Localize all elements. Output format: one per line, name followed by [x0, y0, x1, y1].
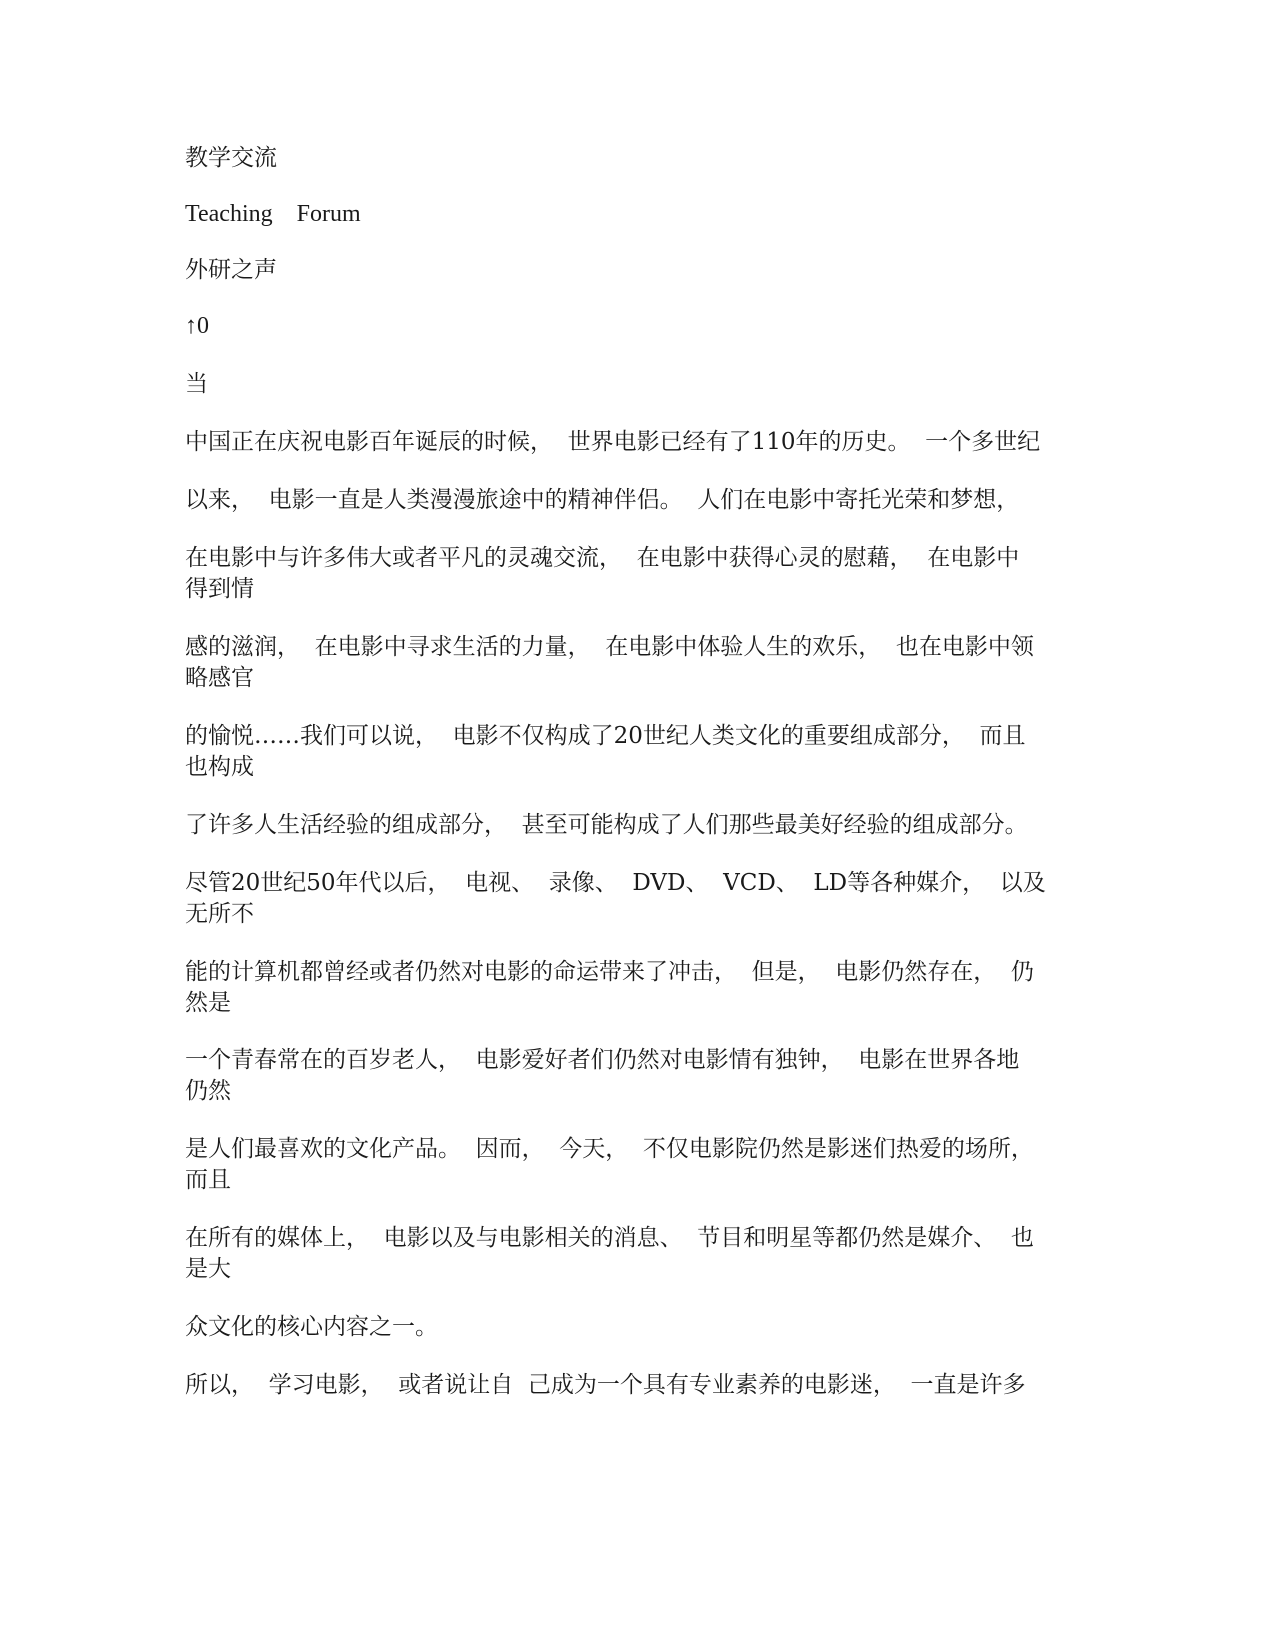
body-paragraph-4: 感的滋润， 在电影中寻求生活的力量， 在电影中体验人生的欢乐， 也在电影中领 略感官	[185, 634, 1034, 691]
body-paragraph-8: 能的计算机都曾经或者仍然对电影的命运带来了冲击， 但是， 电影仍然存在， 仍 然是	[185, 959, 1034, 1016]
body-paragraph-2: 以来， 电影一直是人类漫漫旅途中的精神伴侣。 人们在电影中寄托光荣和梦想，	[185, 487, 1020, 513]
body-paragraph-6: 了许多人生活经验的组成部分， 甚至可能构成了人们那些最美好经验的组成部分。	[185, 812, 1028, 838]
drop-character: 当	[185, 371, 208, 397]
column-title: 外研之声	[185, 257, 277, 283]
page-mark: ↑0	[185, 313, 209, 339]
body-paragraph-5: 的愉悦……我们可以说， 电影不仅构成了20世纪人类文化的重要组成部分， 而且 也构成	[185, 723, 1026, 780]
body-paragraph-11: 在所有的媒体上， 电影以及与电影相关的消息、 节目和明星等都仍然是媒介、 也 是大	[185, 1225, 1034, 1282]
section-title-cn: 教学交流	[185, 145, 277, 171]
body-paragraph-1: 中国正在庆祝电影百年诞辰的时候， 世界电影已经有了110年的历史。 一个多世纪	[185, 429, 1041, 455]
body-paragraph-12: 众文化的核心内容之一。	[185, 1314, 438, 1340]
body-paragraph-7: 尽管20世纪50年代以后， 电视、 录像、 DVD、 VCD、 LD等各种媒介， 以及 无所不	[185, 870, 1046, 927]
body-paragraph-10: 是人们最喜欢的文化产品。 因而， 今天， 不仅电影院仍然是影迷们热爱的场所， 而且	[185, 1136, 1034, 1193]
body-paragraph-13: 所以， 学习电影， 或者说让自 己成为一个具有专业素养的电影迷， 一直是许多	[185, 1372, 1026, 1398]
body-paragraph-3: 在电影中与许多伟大或者平凡的灵魂交流， 在电影中获得心灵的慰藉， 在电影中 得到情	[185, 545, 1020, 602]
body-paragraph-9: 一个青春常在的百岁老人， 电影爱好者们仍然对电影情有独钟， 电影在世界各地 仍然	[185, 1047, 1020, 1104]
section-title-en: Teaching Forum	[185, 201, 361, 227]
